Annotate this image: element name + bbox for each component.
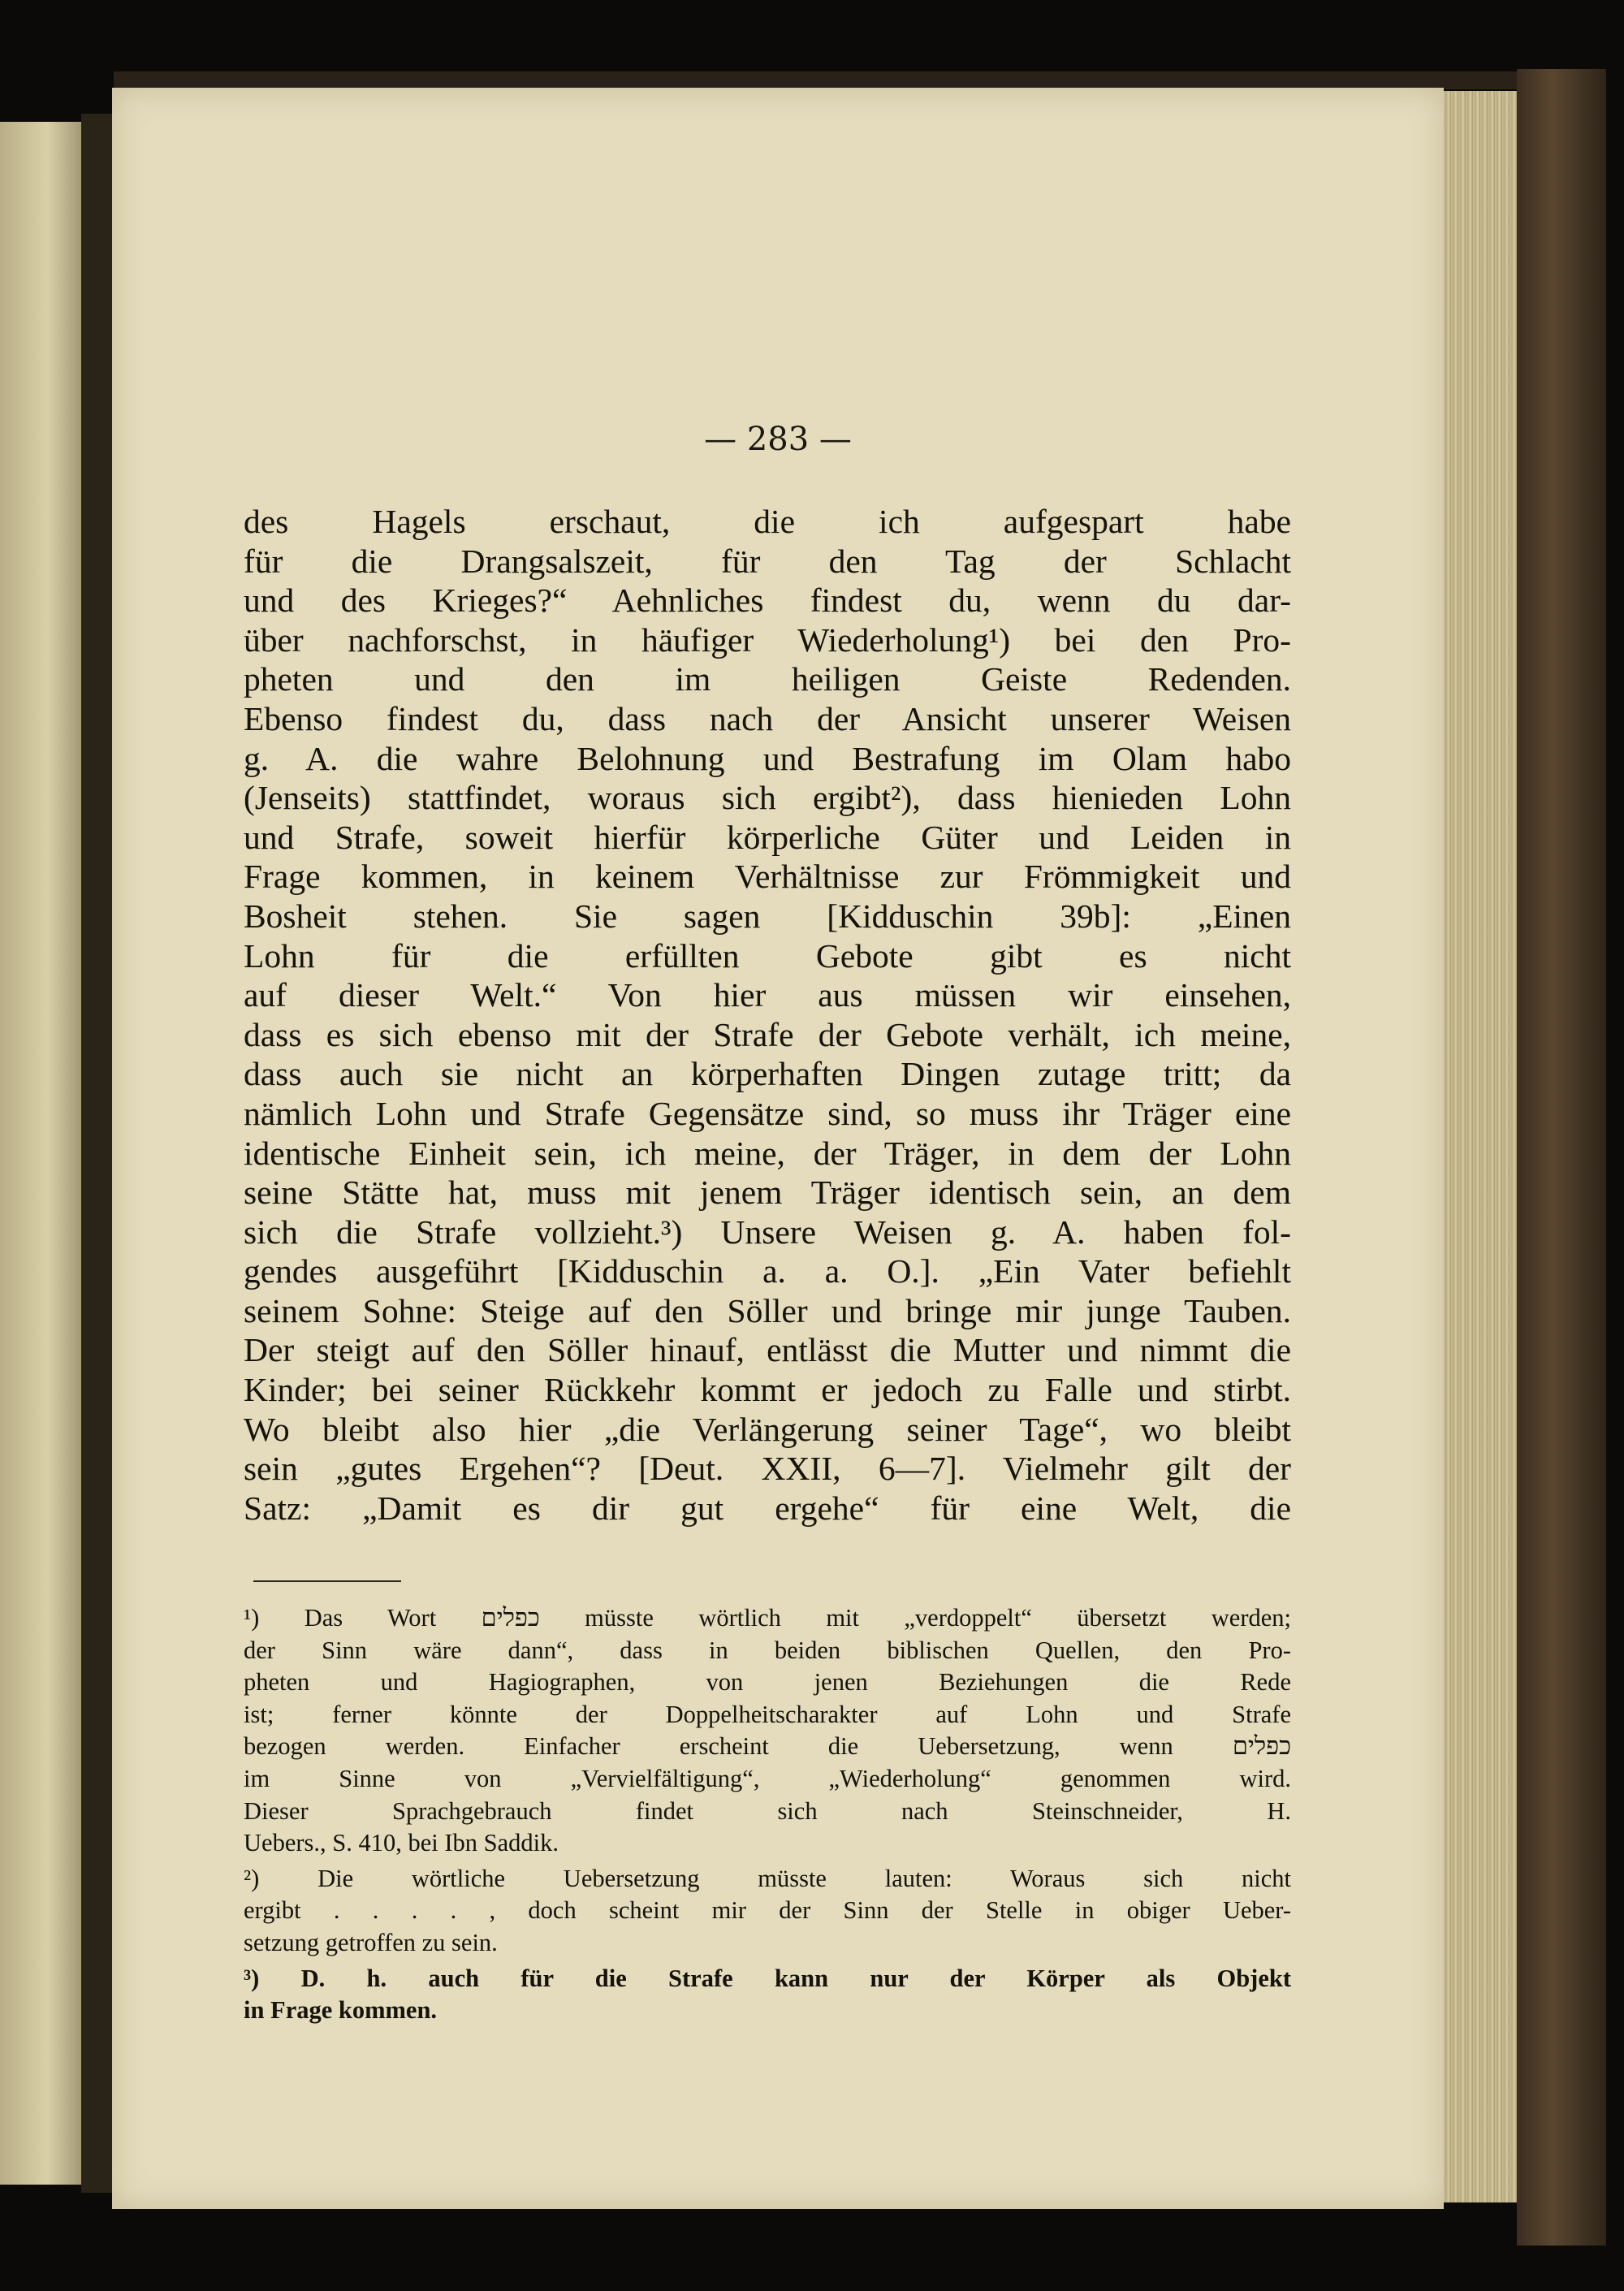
text-line: und Strafe, soweit hierfür körperliche Güter und Leiden in: [244, 818, 1291, 856]
footnote-separator: [253, 1580, 401, 1582]
text-line: und des Krieges?“ Aehnliches findest du, wenn du dar-: [244, 581, 1291, 620]
text-line: gendes ausgeführt [Kidduschin a. a. O.]. „Ein Vater befiehlt: [244, 1252, 1291, 1290]
text-line: Ebenso findest du, dass nach der Ansicht unserer Weisen: [244, 699, 1291, 737]
footnote-line: im Sinne von „Vervielfältigung“, „Wiederholung“ genommen wird.: [244, 1764, 1291, 1792]
footnote-line: bezogen werden. Einfacher erscheint die Uebersetzung, wenn כפלים: [244, 1732, 1291, 1761]
page-number: — 283 —: [704, 421, 852, 458]
main-text: [244, 502, 1291, 1528]
text-line: nämlich Lohn und Strafe Gegensätze sind, so muss ihr Träger eine: [244, 1094, 1291, 1132]
text-line: auf dieser Welt.“ Von hier aus müssen wir einsehen,: [244, 976, 1291, 1014]
text-line: (Jenseits) stattfindet, woraus sich ergibt²), dass hienieden Lohn: [244, 779, 1291, 817]
footnote-line: in Frage kommen.: [244, 1996, 438, 2025]
text-line: Wo bleibt also hier „die Verlängerung seiner Tage“, wo bleibt: [244, 1410, 1291, 1448]
footnote-line: setzung getroffen zu sein.: [244, 1928, 498, 1956]
text-line: seinem Sohne: Steige auf den Söller und bringe mir junge Tauben.: [244, 1291, 1291, 1329]
footnote-line: ²) Die wörtliche Uebersetzung müsste lauten: Woraus sich nicht: [244, 1864, 1291, 1892]
footnote-line: Dieser Sprachgebrauch findet sich nach Steinschneider, H.: [244, 1796, 1291, 1825]
text-line: sich die Strafe vollzieht.³) Unsere Weisen g. A. haben fol-: [244, 1213, 1291, 1251]
book-top-edge: [114, 71, 1575, 89]
page-stack-edges: [1444, 91, 1517, 2202]
footnote-line: ist; ferner könnte der Doppelheitscharakter auf Lohn und Strafe: [244, 1700, 1291, 1728]
text-line: über nachforschst, in häufiger Wiederholung¹) bei den Pro-: [244, 620, 1291, 659]
footnote-line: ¹) Das Wort כפלים müsste wörtlich mit „verdoppelt“ übersetzt werden;: [244, 1604, 1291, 1632]
text-line: g. A. die wahre Belohnung und Bestrafung im Olam habo: [244, 739, 1291, 777]
text-line: dass auch sie nicht an körperhaften Dingen zutage tritt; da: [244, 1055, 1291, 1093]
text-line: seine Stätte hat, muss mit jenem Träger identisch sein, an dem: [244, 1174, 1291, 1212]
text-line: dass es sich ebenso mit der Strafe der Gebote verhält, ich meine,: [244, 1015, 1291, 1053]
footnote-line: der Sinn wäre dann“, dass in beiden biblischen Quellen, den Pro-: [244, 1636, 1291, 1664]
text-line: Bosheit stehen. Sie sagen [Kidduschin 39b]: „Einen: [244, 897, 1291, 935]
footnote-line: ³) D. h. auch für die Strafe kann nur der Körper als Objekt: [244, 1964, 1291, 1992]
text-line: identische Einheit sein, ich meine, der Träger, in dem der Lohn: [244, 1134, 1291, 1172]
footnotes: [244, 1602, 1291, 2027]
text-line: Frage kommen, in keinem Verhältnisse zur Frömmigkeit und: [244, 858, 1291, 896]
text-line: für die Drangsalszeit, für den Tag der Schlacht: [244, 542, 1291, 580]
text-line: Satz: „Damit es dir gut ergehe“ für eine Welt, die: [244, 1489, 1291, 1527]
text-line: Kinder; bei seiner Rückkehr kommt er jedoch zu Falle und stirbt.: [244, 1371, 1291, 1409]
text-line: pheten und den im heiligen Geiste Redenden.: [244, 660, 1291, 698]
book-page: [112, 88, 1444, 2209]
footnote-line: ergibt . . . . , doch scheint mir der Sinn der Stelle in obiger Ueber-: [244, 1896, 1291, 1925]
footnote-line: pheten und Hagiographen, von jenen Beziehungen die Rede: [244, 1668, 1291, 1697]
book-cover-edge: [1517, 69, 1606, 2246]
text-line: Der steigt auf den Söller hinauf, entlässt die Mutter und nimmt die: [244, 1331, 1291, 1369]
text-line: des Hagels erschaut, die ich aufgespart habe: [244, 503, 1291, 540]
book-gutter: [81, 114, 114, 2193]
text-line: sein „gutes Ergehen“? [Deut. XXII, 6—7]. Vielmehr gilt der: [244, 1450, 1291, 1488]
text-line: Lohn für die erfüllten Gebote gibt es nicht: [244, 936, 1291, 975]
footnote-line: Uebers., S. 410, bei Ibn Saddik.: [244, 1829, 559, 1857]
left-page-edge: [0, 122, 85, 2185]
